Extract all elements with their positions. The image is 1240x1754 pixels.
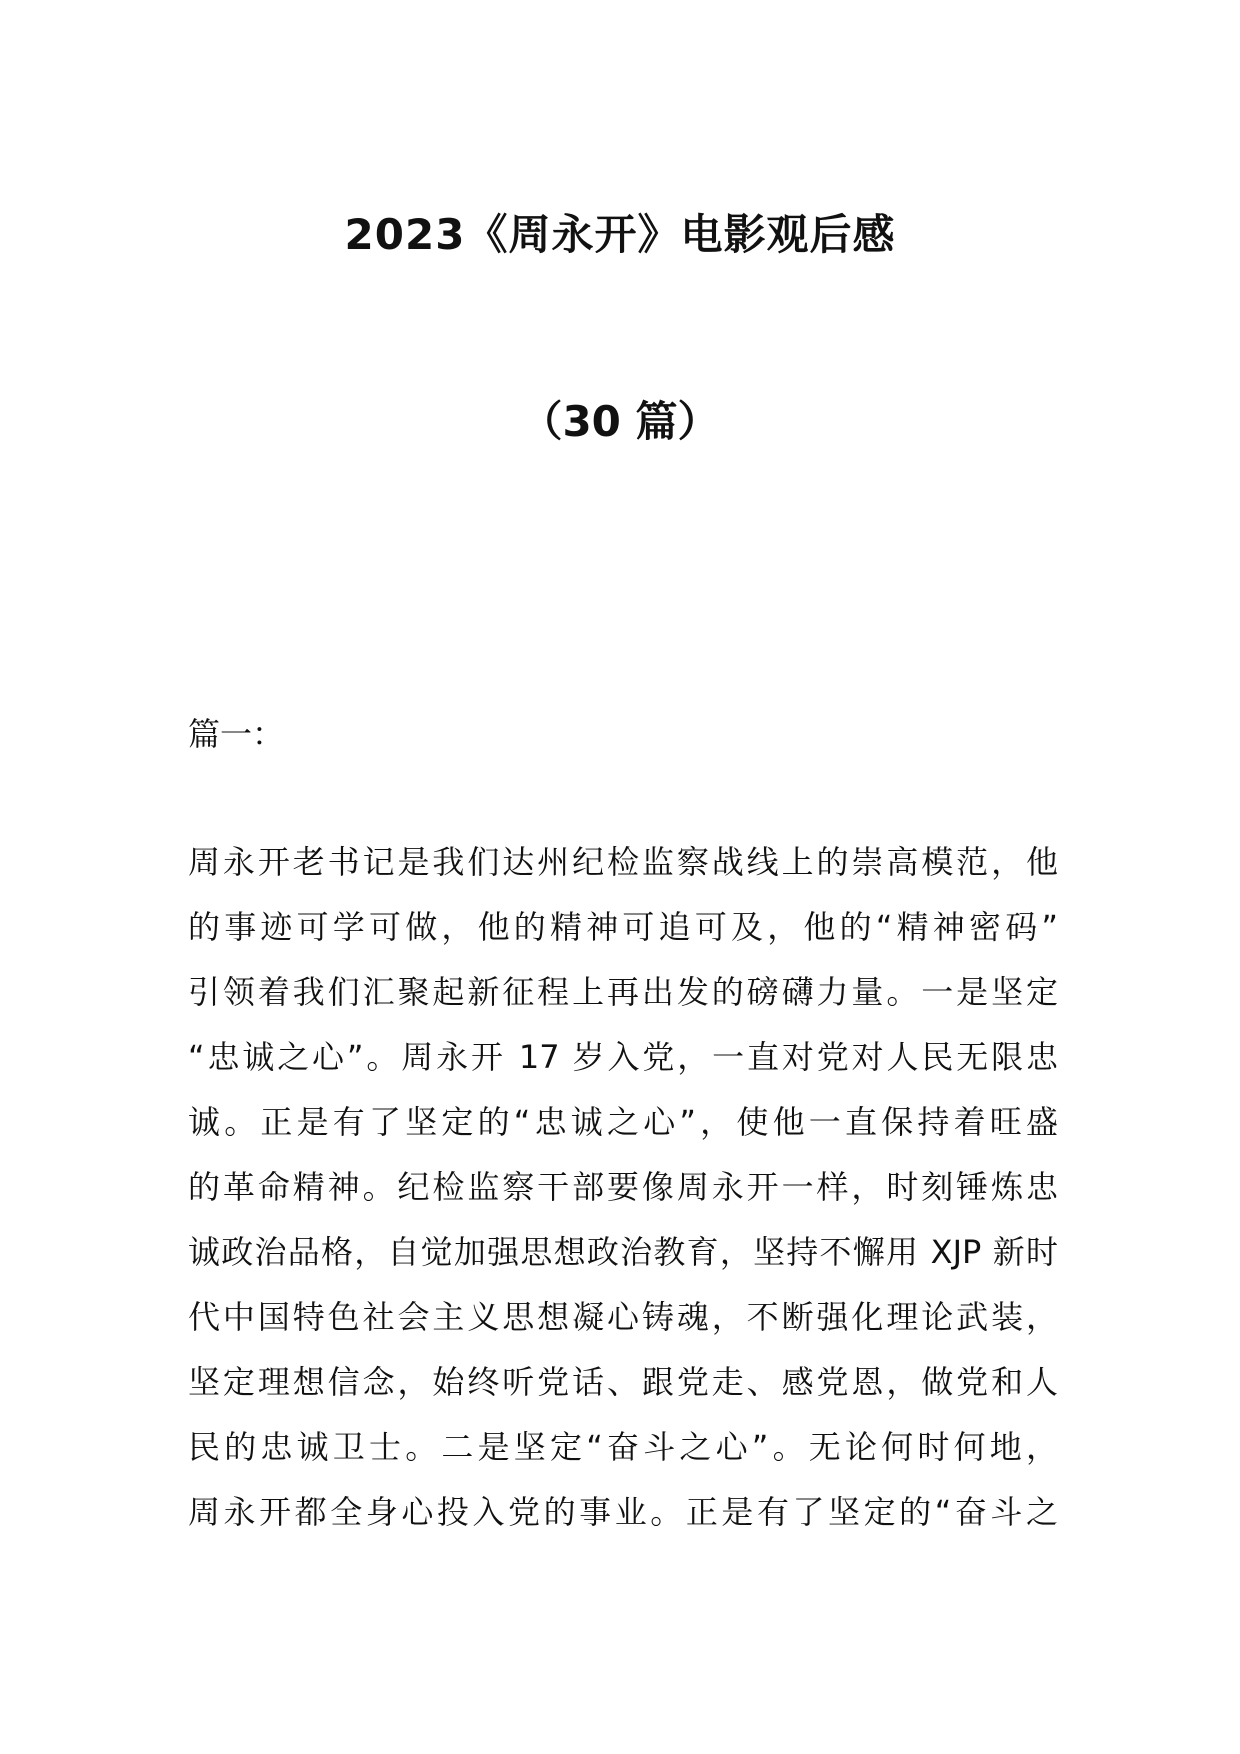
body-line: 引领着我们汇聚起新征程上再出发的磅礴力量。一是坚定	[188, 973, 1058, 1011]
document-subtitle: （30 篇）	[520, 397, 720, 446]
body-paragraph	[188, 840, 1058, 1555]
body-line: 周永开老书记是我们达州纪检监察战线上的崇高模范，他	[188, 843, 1058, 881]
section-label: 篇一：	[188, 715, 285, 753]
body-line: 代中国特色社会主义思想凝心铸魂，不断强化理论武装，	[188, 1298, 1058, 1336]
body-line: 周永开都全身心投入党的事业。正是有了坚定的“奋斗之	[188, 1493, 1058, 1531]
body-line: 坚定理想信念，始终听党话、跟党走、感党恩，做党和人	[188, 1363, 1058, 1401]
body-line: 的革命精神。纪检监察干部要像周永开一样，时刻锤炼忠	[188, 1168, 1058, 1206]
document-title: 2023《周永开》电影观后感	[344, 210, 896, 259]
body-line: “忠诚之心”。周永开 17 岁入党，一直对党对人民无限忠	[188, 1038, 1058, 1076]
body-line: 民的忠诚卫士。二是坚定“奋斗之心”。无论何时何地，	[188, 1428, 1058, 1466]
body-line: 诚政治品格，自觉加强思想政治教育，坚持不懈用 XJP 新时	[188, 1233, 1058, 1271]
body-line: 诚。正是有了坚定的“忠诚之心”，使他一直保持着旺盛	[188, 1103, 1058, 1141]
body-line: 的事迹可学可做，他的精神可追可及，他的“精神密码”	[188, 908, 1058, 946]
